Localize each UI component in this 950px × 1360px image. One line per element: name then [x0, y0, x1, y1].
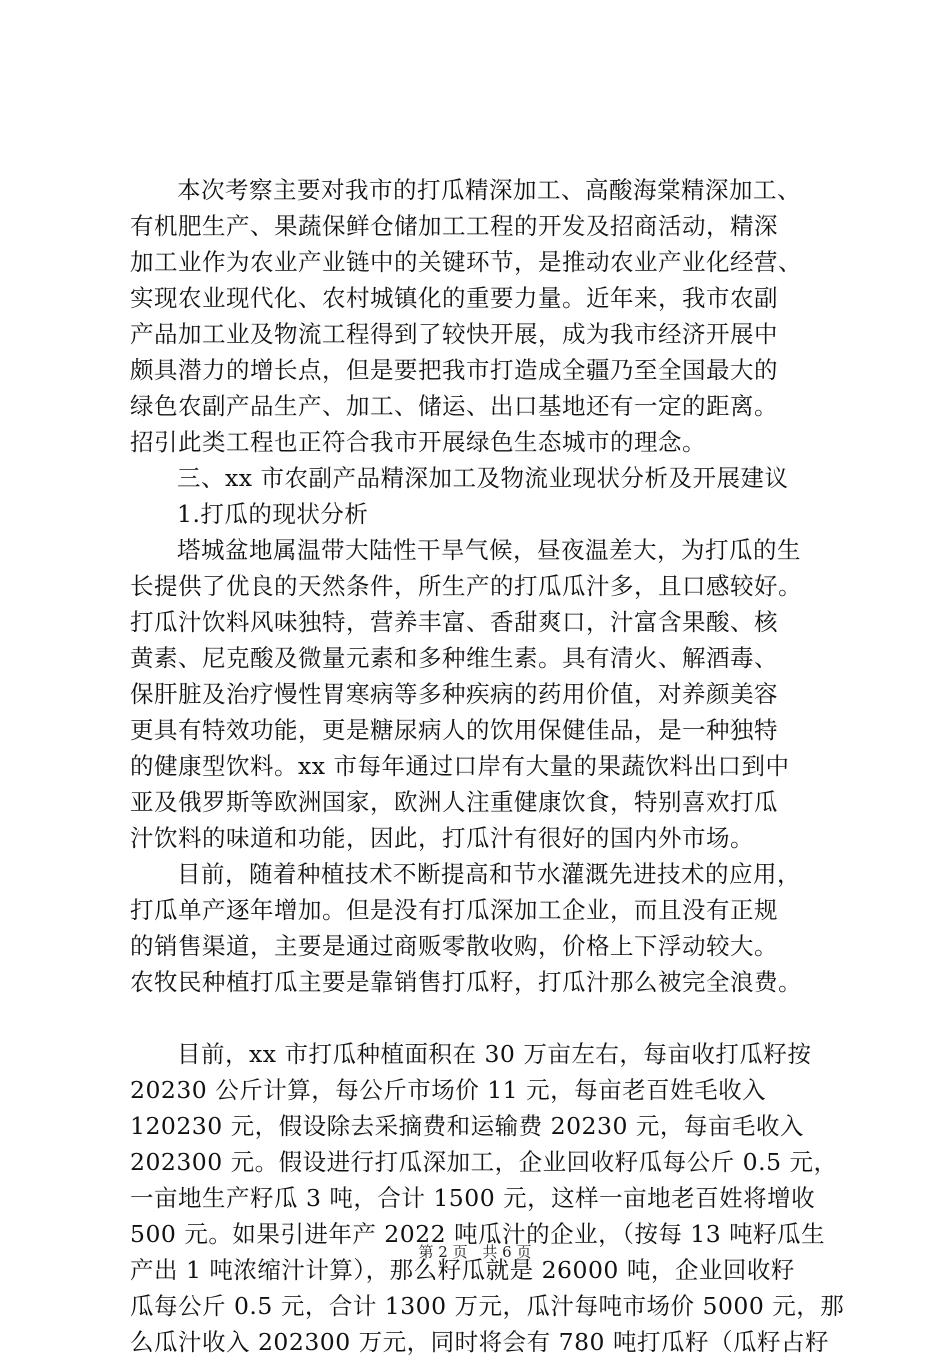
text-line: 一亩地生产籽瓜 3 吨，合计 1500 元，这样一亩地老百姓将增收: [130, 1184, 816, 1212]
page-total: 共 6 页: [482, 1243, 532, 1261]
paragraph-inspection-overview: [130, 172, 830, 460]
text-line: 农牧民种植打瓜主要是靠销售打瓜籽，打瓜汁那么被完全浪费。: [130, 968, 802, 996]
text-line: 500 元。如果引进年产 2022 吨瓜汁的企业，（按每 13 吨籽瓜生: [130, 1220, 826, 1248]
text-line: 长提供了优良的天然条件，所生产的打瓜瓜汁多，且口感较好。: [130, 572, 802, 600]
text-line: 产出 1 吨浓缩汁计算），那么籽瓜就是 26000 吨，企业回收籽: [130, 1256, 795, 1284]
paragraph-spacer: [130, 1000, 830, 1036]
text-line: 有机肥生产、果蔬保鲜仓储加工工程的开发及招商活动，精深: [130, 212, 778, 240]
text-line: 目前，xx 市打瓜种植面积在 30 万亩左右，每亩收打瓜籽按: [177, 1040, 812, 1068]
page-footer: [0, 1242, 950, 1262]
text-line: 本次考察主要对我市的打瓜精深加工、高酸海棠精深加工、: [177, 176, 801, 204]
text-line: 保肝脏及治疗慢性胃寒病等多种疾病的药用价值，对养颜美容: [130, 680, 778, 708]
text-line: 汁饮料的味道和功能，因此，打瓜汁有很好的国内外市场。: [130, 824, 754, 852]
text-line: 绿色农副产品生产、加工、储运、出口基地还有一定的距离。: [130, 392, 778, 420]
text-line: 更具有特效功能，更是糖尿病人的饮用保健佳品，是一种独特: [130, 716, 778, 744]
text-line: 20230 公斤计算，每公斤市场价 11 元，每亩老百姓毛收入: [130, 1076, 767, 1104]
subsection-heading: 1.打瓜的现状分析: [177, 500, 369, 528]
text-line: 打瓜单产逐年增加。但是没有打瓜深加工企业，而且没有正规: [130, 896, 778, 924]
text-line: 瓜每公斤 0.5 元，合计 1300 万元，瓜汁每吨市场价 5000 元，那: [130, 1292, 845, 1320]
text-line: 打瓜汁饮料风味独特，营养丰富、香甜爽口，汁富含果酸、核: [130, 608, 778, 636]
text-line: 的健康型饮料。xx 市每年通过口岸有大量的果蔬饮料出口到中: [130, 752, 790, 780]
text-line: 产品加工业及物流工程得到了较快开展，成为我市经济开展中: [130, 320, 778, 348]
text-line: 黄素、尼克酸及微量元素和多种维生素。具有清火、解酒毒、: [130, 644, 778, 672]
section-heading: 三、xx 市农副产品精深加工及物流业现状分析及开展建议: [177, 464, 789, 492]
text-line: 么瓜汁收入 202300 万元，同时将会有 780 吨打瓜籽（瓜籽占籽: [130, 1328, 829, 1356]
paragraph-economic-estimate: [130, 1036, 845, 1360]
text-line: 招引此类工程也正符合我市开展绿色生态城市的理念。: [130, 428, 706, 456]
text-line: 颇具潜力的增长点，但是要把我市打造成全疆乃至全国最大的: [130, 356, 778, 384]
text-line: 的销售渠道，主要是通过商贩零散收购，价格上下浮动较大。: [130, 932, 778, 960]
text-line: 目前，随着种植技术不断提高和节水灌溉先进技术的应用，: [177, 860, 801, 888]
text-line: 塔城盆地属温带大陆性干旱气候，昼夜温差大，为打瓜的生: [177, 536, 801, 564]
text-line: 120230 元，假设除去采摘费和运输费 20230 元，每亩毛收入: [130, 1112, 804, 1140]
page-number: 第 2 页: [418, 1243, 468, 1261]
text-line: 加工业作为农业产业链中的关键环节，是推动农业产业化经营、: [130, 248, 802, 276]
paragraph-climate-analysis: [130, 532, 830, 856]
paragraph-current-situation: [130, 856, 830, 1000]
document-body: [130, 172, 845, 1360]
text-line: 202300 元。假设进行打瓜深加工，企业回收籽瓜每公斤 0.5 元，: [130, 1148, 838, 1176]
text-line: 实现农业现代化、农村城镇化的重要力量。近年来，我市农副: [130, 284, 778, 312]
text-line: 亚及俄罗斯等欧洲国家，欧洲人注重健康饮食，特别喜欢打瓜: [130, 788, 778, 816]
